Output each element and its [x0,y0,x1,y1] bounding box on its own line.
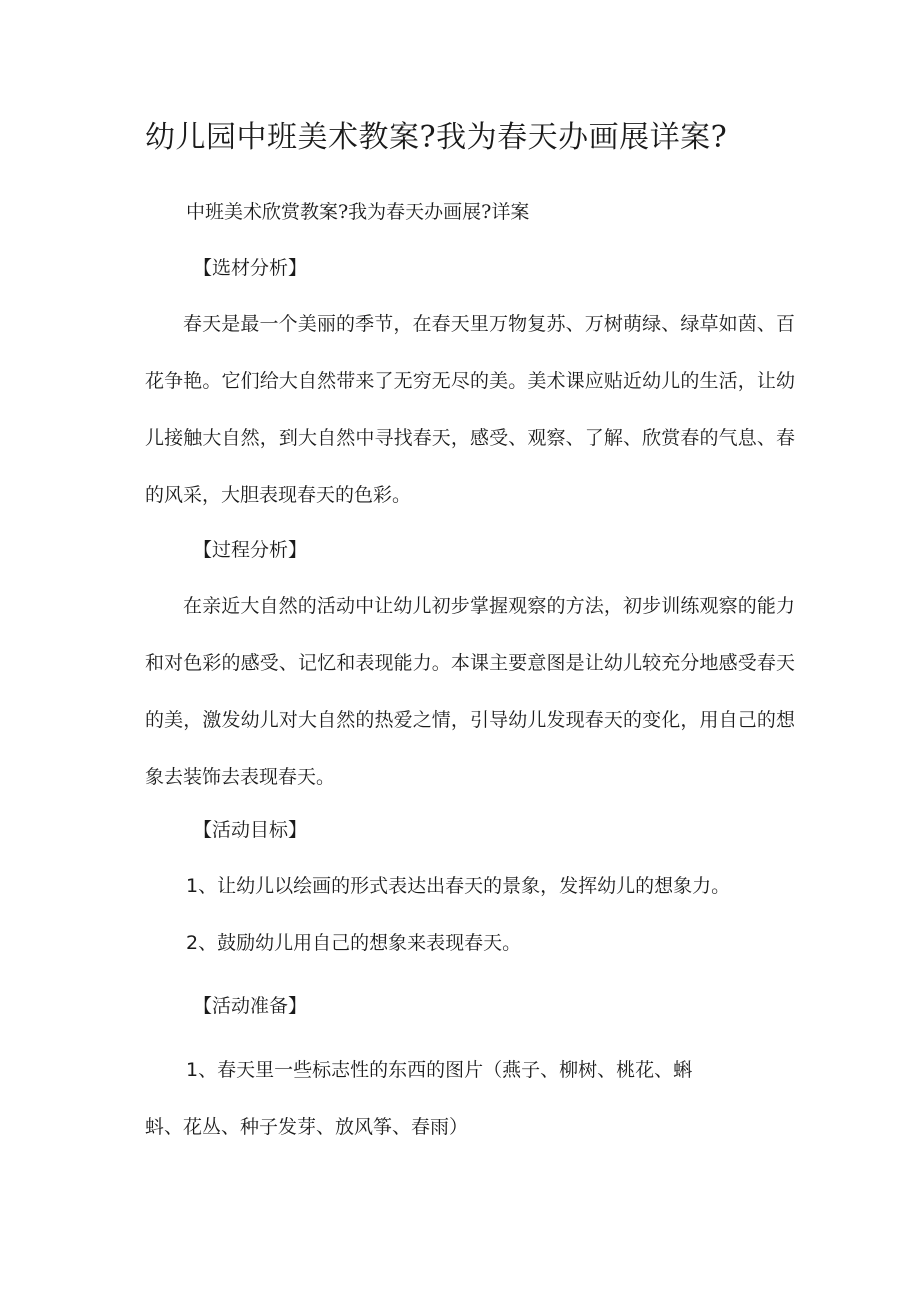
section-heading-material-analysis: 【选材分析】 [193,257,308,279]
section-heading-activity-goals: 【活动目标】 [193,819,308,841]
preparation-item-line: 1、春天里一些标志性的东西的图片（燕子、柳树、桃花、蝌 [186,1059,693,1081]
material-analysis-paragraph [145,296,795,524]
process-analysis-paragraph [145,578,795,806]
process-analysis-text: 在亲近大自然的活动中让幼儿初步掌握观察的方法，初步训练观察的能力和对色彩的感受、记忆和表现能力。本课主要意图是让幼儿较充分地感受春天的美，激发幼儿对大自然的热爱之情，引导幼儿发现春天的变化，用自己的想象去装饰去表现春天。 [145,595,795,788]
document-title: 幼儿园中班美术教案?我为春天办画展详案? [145,120,728,155]
material-analysis-text: 春天是最一个美丽的季节，在春天里万物复苏、万树萌绿、绿草如茵、百花争艳。它们给大自然带来了无穷无尽的美。美术课应贴近幼儿的生活，让幼儿接触大自然，到大自然中寻找春天，感受、观察、了解、欣赏春的气息、春的风采，大胆表现春天的色彩。 [145,313,795,506]
section-heading-process-analysis: 【过程分析】 [193,539,308,561]
section-heading-activity-preparation: 【活动准备】 [193,995,308,1017]
activity-goal-item: 1、让幼儿以绘画的形式表达出春天的景象，发挥幼儿的想象力。 [186,875,731,897]
preparation-item-line: 蚪、花丛、种子发芽、放风筝、春雨） [145,1116,469,1138]
activity-goal-item: 2、鼓励幼儿用自己的想象来表现春天。 [186,932,522,954]
document-subtitle: 中班美术欣赏教案?我为春天办画展?详案 [186,201,530,223]
